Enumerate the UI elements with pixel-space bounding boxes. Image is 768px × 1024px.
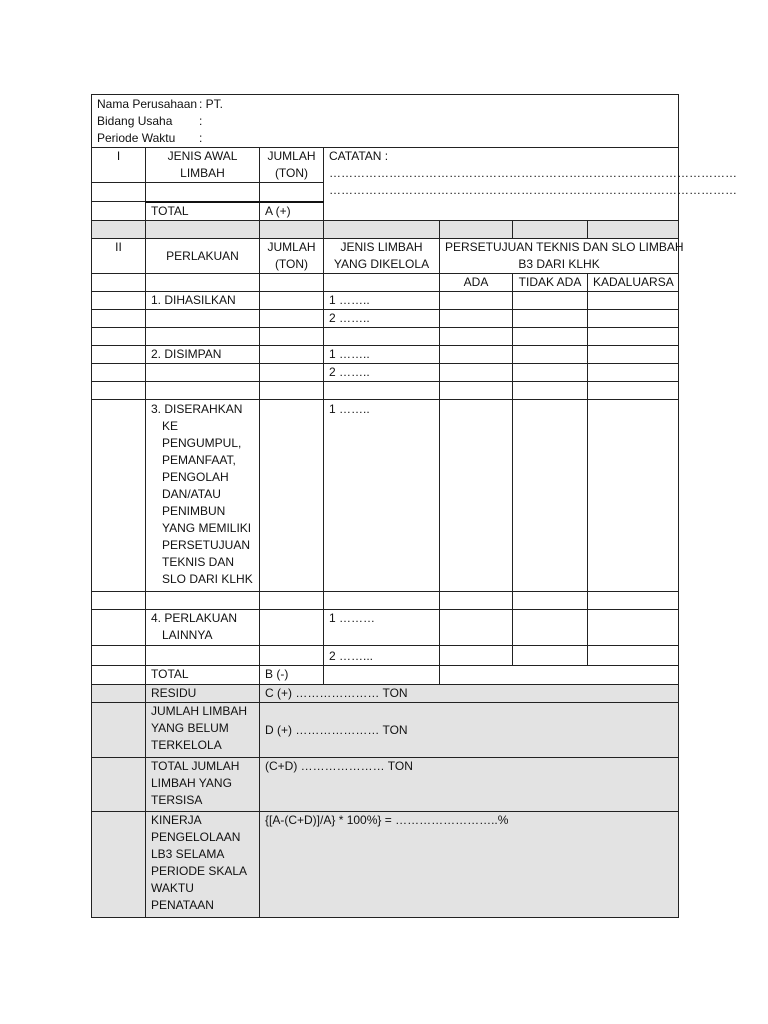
item-4-number: 4. bbox=[151, 611, 162, 625]
company-value: : PT. bbox=[199, 97, 224, 111]
blank-cell bbox=[513, 328, 588, 346]
belum-terkelola-label bbox=[146, 703, 260, 758]
period-label: Periode Waktu bbox=[97, 131, 176, 145]
blank-cell bbox=[260, 610, 324, 646]
label-line: YANG MEMILIKI bbox=[162, 521, 252, 535]
separator-cell bbox=[440, 221, 513, 239]
blank-cell bbox=[92, 310, 146, 328]
blank-cell bbox=[588, 310, 679, 328]
item-dihasilkan: 1. DIHASILKAN bbox=[146, 292, 260, 310]
label-line: JUMLAH LIMBAH bbox=[151, 704, 248, 718]
blank-cell bbox=[92, 292, 146, 310]
label-line: DISERAHKAN bbox=[164, 402, 243, 416]
blank-cell bbox=[260, 328, 324, 346]
blank-cell bbox=[92, 274, 146, 292]
notes-line-2: ………………………………………………………………………………………… bbox=[329, 183, 737, 197]
label-line: KINERJA bbox=[151, 813, 202, 827]
entry-line: 2 …….. bbox=[324, 310, 440, 328]
subcol-ada: ADA bbox=[440, 274, 513, 292]
blank-cell bbox=[146, 310, 260, 328]
label-line: KE bbox=[162, 419, 179, 433]
entry-line: 1 …….. bbox=[324, 346, 440, 364]
label-line: TERKELOLA bbox=[151, 738, 222, 752]
blank-cell bbox=[513, 382, 588, 400]
label-line bbox=[151, 401, 254, 588]
separator-cell bbox=[324, 221, 440, 239]
entry-line: 1 …….. bbox=[324, 400, 440, 592]
item-perlakuan-lainnya bbox=[146, 610, 260, 646]
blank-cell bbox=[146, 328, 260, 346]
blank-cell bbox=[588, 346, 679, 364]
blank-cell bbox=[588, 610, 679, 646]
tersisa-value: (C+D) ………………… TON bbox=[260, 758, 679, 812]
blank-cell bbox=[513, 400, 588, 592]
separator-cell bbox=[513, 221, 588, 239]
blank-cell bbox=[588, 646, 679, 666]
label-line: TERSISA bbox=[151, 793, 203, 807]
notes-label: CATATAN : bbox=[329, 149, 389, 163]
blank-cell bbox=[440, 292, 513, 310]
blank-cell bbox=[146, 364, 260, 382]
blank-cell bbox=[440, 646, 513, 666]
belum-terkelola-value: D (+) ………………… TON bbox=[260, 703, 679, 758]
blank-cell bbox=[260, 183, 324, 202]
label-line: PENGELOLAAN bbox=[151, 830, 241, 844]
blank-cell bbox=[92, 202, 146, 221]
label-line bbox=[151, 610, 254, 644]
label-line: LAINNYA bbox=[162, 628, 213, 642]
label-line: PENATAAN bbox=[151, 898, 214, 912]
business-label: Bidang Usaha bbox=[97, 114, 173, 128]
blank-cell bbox=[440, 364, 513, 382]
label-line: DAN/ATAU bbox=[162, 487, 221, 501]
blank-cell bbox=[440, 610, 513, 646]
blank-cell bbox=[146, 646, 260, 666]
blank-cell bbox=[92, 758, 146, 812]
blank-cell bbox=[92, 646, 146, 666]
blank-cell bbox=[440, 328, 513, 346]
blank-cell bbox=[588, 592, 679, 610]
blank-cell bbox=[260, 310, 324, 328]
col-perlakuan: PERLAKUAN bbox=[146, 239, 260, 274]
blank-cell bbox=[260, 346, 324, 364]
label-line: PENGOLAH bbox=[162, 470, 229, 484]
section-1-total-label: TOTAL bbox=[146, 202, 260, 221]
col-jenis-awal-limbah bbox=[146, 148, 260, 183]
label-line: YANG BELUM bbox=[151, 721, 229, 735]
company-header bbox=[92, 95, 679, 148]
blank-cell bbox=[146, 382, 260, 400]
blank-cell bbox=[92, 685, 146, 703]
separator-cell bbox=[588, 221, 679, 239]
label-line: TOTAL JUMLAH bbox=[151, 759, 240, 773]
label-line: JENIS AWAL bbox=[167, 149, 238, 163]
blank-cell bbox=[260, 382, 324, 400]
label-line: JUMLAH bbox=[267, 149, 316, 163]
col-persetujuan-teknis bbox=[440, 239, 684, 274]
blank-cell bbox=[324, 382, 440, 400]
blank-cell bbox=[92, 812, 146, 918]
blank-cell bbox=[324, 274, 440, 292]
blank-cell bbox=[92, 703, 146, 758]
label-line: JUMLAH bbox=[267, 240, 316, 254]
blank-cell bbox=[92, 328, 146, 346]
notes-line-1: ………………………………………………………………………………………… bbox=[329, 166, 737, 180]
waste-management-form bbox=[91, 94, 737, 918]
blank-cell bbox=[324, 666, 440, 685]
section-2-number: II bbox=[92, 239, 146, 274]
blank-cell bbox=[92, 364, 146, 382]
blank-cell bbox=[440, 666, 679, 685]
label-line: PERIODE SKALA bbox=[151, 864, 248, 878]
label-line: B3 DARI KLHK bbox=[518, 257, 600, 271]
label-line: LIMBAH YANG bbox=[151, 776, 232, 790]
blank-cell bbox=[260, 400, 324, 592]
blank-cell bbox=[92, 382, 146, 400]
label-line: LB3 SELAMA bbox=[151, 847, 225, 861]
col-jumlah-ton bbox=[260, 148, 324, 183]
blank-cell bbox=[588, 292, 679, 310]
blank-cell bbox=[513, 364, 588, 382]
section-2-total-label: TOTAL bbox=[146, 666, 260, 685]
tersisa-label bbox=[146, 758, 260, 812]
blank-cell bbox=[146, 274, 260, 292]
blank-cell bbox=[92, 183, 146, 202]
col-jenis-limbah-dikelola bbox=[324, 239, 440, 274]
blank-cell bbox=[92, 610, 146, 646]
item-disimpan: 2. DISIMPAN bbox=[146, 346, 260, 364]
blank-cell bbox=[513, 310, 588, 328]
blank-cell bbox=[513, 592, 588, 610]
blank-cell bbox=[588, 382, 679, 400]
label-line: PENGUMPUL, bbox=[162, 436, 242, 450]
label-line: WAKTU bbox=[151, 881, 194, 895]
label-line: LIMBAH bbox=[180, 166, 225, 180]
blank-cell bbox=[92, 666, 146, 685]
blank-cell bbox=[260, 364, 324, 382]
section-1-number: I bbox=[92, 148, 146, 183]
entry-line: 1 …….. bbox=[324, 292, 440, 310]
blank-cell bbox=[513, 646, 588, 666]
blank-cell bbox=[440, 346, 513, 364]
label-line: PENIMBUN bbox=[162, 504, 226, 518]
blank-cell bbox=[92, 592, 146, 610]
item-3-number: 3. bbox=[151, 402, 162, 416]
subcol-tidak-ada: TIDAK ADA bbox=[513, 274, 588, 292]
blank-cell bbox=[588, 400, 679, 592]
blank-cell bbox=[513, 610, 588, 646]
label-line: PERSETUJUAN bbox=[162, 538, 251, 552]
separator-cell bbox=[146, 221, 260, 239]
kinerja-label bbox=[146, 812, 260, 918]
blank-cell bbox=[260, 592, 324, 610]
col-jumlah-ton bbox=[260, 239, 324, 274]
blank-cell bbox=[324, 328, 440, 346]
item-diserahkan bbox=[146, 400, 260, 592]
entry-line: 2 ……... bbox=[324, 646, 440, 666]
business-value: : bbox=[199, 114, 203, 128]
blank-cell bbox=[440, 400, 513, 592]
label-line bbox=[97, 130, 673, 147]
blank-cell bbox=[513, 292, 588, 310]
label-line: PERLAKUAN bbox=[164, 611, 238, 625]
section-1-total-value: A (+) bbox=[260, 202, 324, 221]
entry-line: 2 …….. bbox=[324, 364, 440, 382]
entry-line: 1 ……… bbox=[324, 610, 440, 646]
label-line: PERSETUJUAN TEKNIS DAN SLO LIMBAH bbox=[445, 240, 684, 254]
label-line bbox=[97, 96, 673, 113]
blank-cell bbox=[260, 292, 324, 310]
subcol-kadaluarsa: KADALUARSA bbox=[588, 274, 679, 292]
blank-cell bbox=[513, 346, 588, 364]
blank-cell bbox=[146, 592, 260, 610]
blank-cell bbox=[92, 346, 146, 364]
label-line: YANG DIKELOLA bbox=[333, 257, 430, 271]
blank-cell bbox=[260, 646, 324, 666]
kinerja-formula: {[A-(C+D)]/A} * 100%} = ……………………..% bbox=[260, 812, 679, 918]
blank-cell bbox=[440, 592, 513, 610]
blank-cell bbox=[440, 382, 513, 400]
label-line: JENIS LIMBAH bbox=[340, 240, 423, 254]
label-line: SLO DARI KLHK bbox=[162, 572, 253, 586]
blank-cell bbox=[92, 400, 146, 592]
label-line bbox=[97, 113, 673, 130]
residu-value: C (+) ………………… TON bbox=[260, 685, 679, 703]
blank-cell bbox=[324, 592, 440, 610]
label-line: (TON) bbox=[274, 257, 309, 271]
company-label: Nama Perusahaan bbox=[97, 97, 198, 111]
blank-cell bbox=[440, 310, 513, 328]
label-line: TEKNIS DAN bbox=[162, 555, 235, 569]
separator-cell bbox=[260, 221, 324, 239]
label-line: (TON) bbox=[274, 166, 309, 180]
label-line: PEMANFAAT, bbox=[162, 453, 236, 467]
blank-cell bbox=[146, 183, 260, 202]
residu-label: RESIDU bbox=[146, 685, 260, 703]
blank-cell bbox=[588, 328, 679, 346]
notes-cell bbox=[324, 148, 737, 221]
period-value: : bbox=[199, 131, 203, 145]
section-2-total-value: B (-) bbox=[260, 666, 324, 685]
blank-cell bbox=[260, 274, 324, 292]
blank-cell bbox=[588, 364, 679, 382]
separator-cell bbox=[92, 221, 146, 239]
